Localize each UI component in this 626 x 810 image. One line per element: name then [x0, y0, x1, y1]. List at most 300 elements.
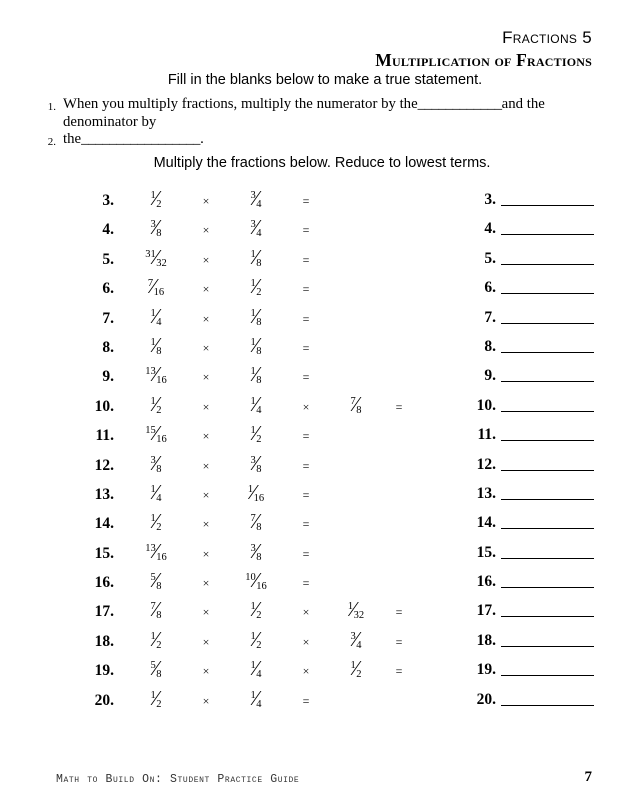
statement-row — [38, 131, 600, 152]
fraction-slash: ⁄ — [151, 274, 156, 299]
problem-number: 16. — [94, 574, 114, 592]
fraction — [145, 538, 167, 564]
multiply-operator: × — [202, 458, 210, 473]
fraction-denominator: 16 — [156, 551, 167, 563]
fraction-numerator: 1 — [150, 689, 156, 701]
problem-factor — [126, 685, 186, 711]
equals-sign: = — [302, 282, 310, 297]
fraction-denominator: 8 — [156, 669, 162, 681]
fraction-numerator: 1 — [150, 513, 156, 525]
answer-number: 4. — [484, 220, 496, 238]
equals-sign: = — [302, 546, 310, 561]
answer-number: 19. — [476, 661, 496, 679]
fraction — [250, 391, 262, 417]
answer-blank-line[interactable] — [501, 264, 594, 265]
fraction-numerator: 3 — [250, 542, 256, 554]
fraction-denominator: 2 — [356, 669, 362, 681]
multiply-operator: × — [202, 194, 210, 208]
fraction-denominator: 8 — [156, 610, 162, 622]
fraction-denominator: 8 — [256, 316, 262, 328]
problem-number: 10. — [94, 397, 114, 415]
answer-blank-line[interactable] — [501, 616, 594, 617]
problem-factor — [126, 217, 186, 240]
multiply-operator: × — [202, 370, 210, 385]
answer-number: 20. — [476, 690, 496, 708]
fraction-numerator: 3 — [250, 219, 256, 231]
problem-factor — [226, 391, 286, 417]
multiply-operator: × — [202, 282, 210, 297]
answer-blank-line[interactable] — [501, 675, 594, 676]
fraction — [150, 511, 161, 534]
problem-factor — [126, 391, 186, 417]
statement-number: 2. — [47, 136, 56, 148]
problem-factor — [226, 538, 286, 564]
fraction-numerator: 3 — [350, 630, 356, 642]
fraction-slash: ⁄ — [154, 597, 158, 622]
fraction-denominator: 8 — [156, 581, 162, 593]
fraction — [250, 217, 261, 240]
answer-blank-line[interactable] — [501, 646, 594, 647]
problem-factor — [226, 364, 286, 387]
fraction — [250, 364, 261, 387]
answer-row — [464, 304, 594, 333]
answer-row — [464, 333, 594, 362]
equals-sign: = — [302, 517, 310, 532]
fraction — [145, 244, 167, 270]
multiply-operator: × — [202, 605, 210, 620]
fraction-numerator: 1 — [150, 630, 156, 642]
answer-row — [464, 539, 594, 568]
problem-factor — [226, 511, 286, 534]
fraction — [250, 276, 261, 299]
fraction-numerator: 1 — [150, 336, 156, 348]
problem-factor — [126, 626, 186, 652]
problem-number: 13. — [94, 485, 114, 503]
problem-factor — [126, 658, 186, 681]
problem-factor — [126, 570, 186, 593]
problem-factor — [126, 364, 186, 387]
fraction-numerator: 1 — [250, 601, 256, 613]
fraction-denominator: 4 — [256, 669, 262, 681]
answer-row — [464, 656, 594, 685]
answer-number: 17. — [476, 602, 496, 620]
problem-factor — [226, 479, 286, 505]
fraction-numerator: 7 — [150, 601, 156, 613]
fraction-numerator: 1 — [250, 336, 256, 348]
fraction — [245, 570, 267, 593]
answer-row — [464, 421, 594, 450]
fraction-slash: ⁄ — [154, 186, 158, 210]
fraction-slash: ⁄ — [254, 244, 258, 269]
fraction-numerator: 31 — [145, 248, 156, 260]
fraction-slash: ⁄ — [254, 597, 258, 622]
fraction-denominator: 2 — [156, 698, 162, 710]
fraction — [250, 244, 262, 270]
fraction-numerator: 7 — [250, 513, 256, 525]
fraction-denominator: 16 — [156, 375, 167, 387]
multiply-operator: × — [202, 664, 210, 679]
fraction-slash: ⁄ — [254, 421, 258, 446]
fraction-denominator: 16 — [156, 434, 167, 446]
statement-text-before: When you multiply fractions, multiply the numerator by the — [63, 96, 418, 112]
fraction-slash: ⁄ — [254, 215, 258, 240]
fraction-slash: ⁄ — [254, 391, 258, 416]
fraction-numerator: 1 — [250, 278, 256, 290]
answer-number: 13. — [476, 484, 496, 502]
multiply-operator: × — [202, 546, 210, 561]
fraction-slash: ⁄ — [254, 186, 258, 210]
answer-row — [464, 480, 594, 509]
fraction-numerator: 13 — [145, 542, 156, 554]
equals-sign: = — [302, 693, 310, 708]
answer-number: 10. — [476, 396, 496, 414]
equals-sign: = — [302, 194, 310, 208]
problem-factor — [326, 626, 386, 652]
fraction-denominator: 8 — [256, 551, 262, 563]
multiply-instruction: Multiply the fractions below. Reduce to lowest terms. — [153, 155, 491, 171]
answer-blank-line[interactable] — [501, 587, 594, 588]
multiply-operator: × — [202, 311, 210, 326]
fraction-slash: ⁄ — [254, 656, 258, 681]
statement-text-after: . — [200, 131, 204, 147]
statement-blank-field[interactable]: ____________ — [417, 96, 502, 112]
answer-row — [464, 597, 594, 626]
multiply-operator: × — [302, 634, 310, 649]
fraction — [150, 450, 162, 476]
fraction-denominator: 4 — [256, 199, 262, 210]
multiply-operator: × — [202, 517, 210, 532]
fraction-numerator: 7 — [350, 395, 356, 407]
fill-blanks-instruction: Fill in the blanks below to make a true statement. — [167, 72, 483, 88]
problem-factor — [226, 685, 286, 711]
fraction-denominator: 8 — [256, 375, 262, 387]
answer-number: 16. — [476, 573, 496, 591]
fraction-denominator: 2 — [256, 639, 262, 651]
multiply-operator: × — [202, 634, 210, 649]
fraction — [250, 332, 262, 358]
multiply-operator: × — [302, 664, 310, 679]
fraction — [148, 276, 164, 299]
fraction-denominator: 2 — [256, 434, 262, 446]
answer-number: 7. — [484, 308, 496, 326]
fraction-slash: ⁄ — [154, 479, 158, 504]
fraction-slash: ⁄ — [254, 362, 258, 387]
answer-row — [464, 509, 594, 538]
fraction-denominator: 8 — [156, 345, 162, 357]
answer-row — [464, 686, 594, 715]
problem-factor — [226, 626, 286, 652]
answer-number: 15. — [476, 543, 496, 561]
fraction — [250, 658, 261, 681]
problem-factor — [226, 658, 286, 681]
fraction-denominator: 4 — [256, 228, 262, 240]
problem-factor — [126, 479, 186, 505]
answer-blank-line[interactable] — [501, 440, 594, 441]
fraction-slash: ⁄ — [254, 332, 258, 357]
fraction — [247, 479, 265, 505]
page-title: Multiplication of Fractions — [375, 50, 592, 70]
fraction-denominator: 4 — [256, 404, 262, 416]
fraction-numerator: 1 — [150, 190, 156, 201]
problem-factor — [226, 303, 286, 329]
fraction-slash: ⁄ — [254, 626, 258, 651]
equals-sign: = — [395, 605, 403, 620]
fraction — [350, 658, 361, 681]
answer-blank-line[interactable] — [501, 205, 594, 206]
fraction — [150, 188, 161, 211]
answer-blank-line[interactable] — [501, 234, 594, 235]
fraction — [350, 391, 362, 417]
fraction-numerator: 1 — [250, 689, 256, 701]
unit-title: Fractions 5 — [502, 28, 592, 47]
problem-factor — [126, 188, 186, 211]
answer-blank-line[interactable] — [501, 352, 594, 353]
answer-number: 18. — [476, 631, 496, 649]
fraction-denominator: 16 — [153, 287, 165, 299]
answer-row — [464, 245, 594, 274]
fraction-slash: ⁄ — [154, 626, 158, 651]
fraction-numerator: 1 — [250, 630, 256, 642]
fraction — [150, 391, 162, 417]
problem-factor — [226, 276, 286, 299]
problem-factor — [226, 570, 286, 593]
fraction-slash: ⁄ — [154, 362, 158, 387]
answer-number: 9. — [484, 367, 496, 385]
problem-number: 11. — [95, 427, 114, 445]
fraction-denominator: 2 — [156, 199, 162, 210]
multiply-operator: × — [202, 252, 210, 267]
multiply-operator: × — [202, 399, 210, 414]
problem-factor — [126, 511, 186, 534]
answer-number: 12. — [476, 455, 496, 473]
fraction-slash: ⁄ — [154, 244, 158, 269]
fraction-numerator: 1 — [347, 601, 354, 613]
problem-number: 5. — [102, 250, 114, 268]
problem-number: 9. — [102, 368, 114, 386]
multiply-operator: × — [202, 487, 210, 502]
answer-row — [464, 392, 594, 421]
fraction-slash: ⁄ — [154, 391, 158, 416]
fraction — [250, 599, 261, 622]
fraction-slash: ⁄ — [154, 568, 158, 593]
fraction — [150, 599, 161, 622]
fraction-slash: ⁄ — [354, 391, 358, 416]
multiply-operator: × — [202, 429, 210, 444]
fraction — [150, 626, 162, 652]
fraction-numerator: 13 — [145, 366, 156, 378]
fraction-denominator: 32 — [156, 257, 167, 269]
fraction-slash: ⁄ — [354, 656, 358, 681]
fraction — [250, 538, 262, 564]
statement-row — [38, 96, 600, 131]
fraction-denominator: 8 — [256, 345, 262, 357]
fraction — [250, 685, 262, 711]
fraction-numerator: 1 — [150, 395, 156, 407]
equals-sign: = — [302, 223, 310, 238]
fraction-slash: ⁄ — [254, 685, 258, 710]
problem-factor — [126, 538, 186, 564]
answer-row — [464, 215, 594, 244]
fraction — [150, 685, 162, 711]
statement-text — [63, 96, 600, 131]
problem-factor — [126, 423, 186, 446]
problem-factor — [126, 303, 186, 329]
equals-sign: = — [302, 252, 310, 267]
fraction-slash: ⁄ — [154, 509, 158, 534]
fraction — [250, 303, 262, 329]
answer-blank-line[interactable] — [501, 705, 594, 706]
fraction-denominator: 2 — [256, 287, 262, 299]
problem-factor — [226, 217, 286, 240]
equals-sign: = — [302, 429, 310, 444]
equals-sign: = — [395, 399, 403, 414]
answer-number: 5. — [484, 249, 496, 267]
problem-number: 6. — [102, 280, 114, 298]
multiply-operator: × — [202, 693, 210, 708]
fraction — [250, 423, 261, 446]
statement-text — [63, 131, 600, 149]
answer-row — [464, 186, 594, 215]
fraction-slash: ⁄ — [354, 626, 358, 651]
fraction-numerator: 3 — [250, 190, 256, 201]
problem-number: 7. — [102, 309, 114, 327]
problem-number: 15. — [94, 544, 114, 562]
fraction-slash: ⁄ — [251, 479, 256, 504]
problem-number: 17. — [94, 603, 114, 621]
equals-sign: = — [302, 340, 310, 355]
answer-row — [464, 274, 594, 303]
fraction — [250, 511, 261, 534]
fraction — [250, 188, 261, 211]
answer-number: 6. — [484, 279, 496, 297]
answer-row — [464, 451, 594, 480]
fraction-slash: ⁄ — [254, 538, 258, 563]
fraction-slash: ⁄ — [154, 538, 158, 563]
problem-number: 14. — [94, 515, 114, 533]
fraction-slash: ⁄ — [254, 450, 258, 475]
answer-blank-line[interactable] — [501, 558, 594, 559]
fraction-denominator: 4 — [256, 698, 262, 710]
problem-factor — [226, 450, 286, 476]
problem-number: 18. — [94, 632, 114, 650]
fraction-slash: ⁄ — [154, 332, 158, 357]
problem-factor — [126, 599, 186, 622]
answer-blank-line[interactable] — [501, 293, 594, 294]
fraction — [350, 626, 362, 652]
fraction-denominator: 8 — [256, 257, 262, 269]
fraction-denominator: 4 — [156, 492, 162, 504]
answer-blank-line[interactable] — [501, 528, 594, 529]
fraction-numerator: 1 — [250, 248, 256, 260]
fraction — [348, 599, 364, 622]
answer-blank-line[interactable] — [501, 411, 594, 412]
fraction-denominator: 8 — [256, 522, 262, 534]
problem-factor — [326, 391, 386, 417]
problem-number: 19. — [94, 662, 114, 680]
fraction-numerator: 1 — [150, 483, 156, 495]
multiply-operator: × — [202, 576, 210, 591]
fraction-denominator: 4 — [356, 639, 362, 651]
fraction-numerator: 1 — [150, 307, 156, 319]
equals-sign: = — [395, 634, 403, 649]
fraction-numerator: 5 — [150, 572, 156, 584]
fraction-slash: ⁄ — [154, 215, 158, 240]
fraction-denominator: 8 — [256, 463, 262, 475]
fraction-denominator: 2 — [256, 610, 262, 622]
fraction — [150, 303, 162, 329]
footer-page-number: 7 — [584, 769, 592, 785]
answer-row — [464, 362, 594, 391]
multiply-operator: × — [302, 605, 310, 620]
answer-blank-line[interactable] — [501, 323, 594, 324]
fraction-numerator: 1 — [350, 660, 356, 672]
problem-factor — [326, 599, 386, 622]
answer-blank-list — [464, 186, 594, 715]
problem-number: 20. — [94, 691, 114, 709]
fraction-denominator: 2 — [156, 522, 162, 534]
problem-factor — [126, 450, 186, 476]
problem-factor — [326, 658, 386, 681]
answer-blank-line[interactable] — [501, 381, 594, 382]
answer-number: 3. — [484, 191, 496, 208]
fraction-slash: ⁄ — [154, 685, 158, 710]
fraction-numerator: 1 — [250, 366, 256, 378]
answer-number: 8. — [484, 337, 496, 355]
fraction-slash: ⁄ — [154, 421, 158, 446]
problem-number: 8. — [102, 338, 114, 356]
equals-sign: = — [302, 458, 310, 473]
fraction-slash: ⁄ — [254, 274, 258, 299]
fraction-numerator: 15 — [145, 425, 156, 437]
fraction-numerator: 1 — [250, 425, 256, 437]
fraction-denominator: 8 — [156, 463, 162, 475]
fraction-numerator: 5 — [150, 660, 156, 672]
worksheet-header — [0, 28, 592, 71]
answer-blank-line[interactable] — [501, 499, 594, 500]
equals-sign: = — [302, 311, 310, 326]
problem-factor — [226, 244, 286, 270]
fraction — [250, 450, 262, 476]
fraction-denominator: 2 — [156, 639, 162, 651]
problem-factor — [126, 332, 186, 358]
answer-number: 14. — [476, 514, 496, 532]
statement-blank-field[interactable]: _________________ — [81, 131, 201, 147]
blank-statements-list — [38, 96, 600, 152]
problem-number: 12. — [94, 456, 114, 474]
fraction — [150, 658, 161, 681]
multiply-operator: × — [302, 399, 310, 414]
fraction-numerator: 10 — [245, 572, 256, 584]
answer-number: 11. — [477, 426, 496, 444]
multiply-operator: × — [202, 223, 210, 238]
fraction-slash: ⁄ — [154, 303, 158, 328]
fraction-numerator: 3 — [150, 454, 156, 466]
fraction-slash: ⁄ — [154, 656, 158, 681]
fraction-numerator: 1 — [250, 660, 256, 672]
fraction-denominator: 16 — [256, 581, 267, 593]
statement-text-before: the — [63, 131, 82, 147]
worksheet-footer — [56, 769, 592, 786]
fraction-denominator: 8 — [356, 404, 362, 416]
answer-blank-line[interactable] — [501, 470, 594, 471]
fraction-numerator: 1 — [250, 395, 256, 407]
fraction-denominator: 4 — [156, 316, 162, 328]
fraction-denominator: 32 — [353, 610, 365, 622]
fraction-numerator: 3 — [150, 219, 156, 231]
fraction-slash: ⁄ — [254, 568, 258, 593]
problem-factor — [126, 244, 186, 270]
fraction-denominator: 16 — [253, 492, 265, 504]
